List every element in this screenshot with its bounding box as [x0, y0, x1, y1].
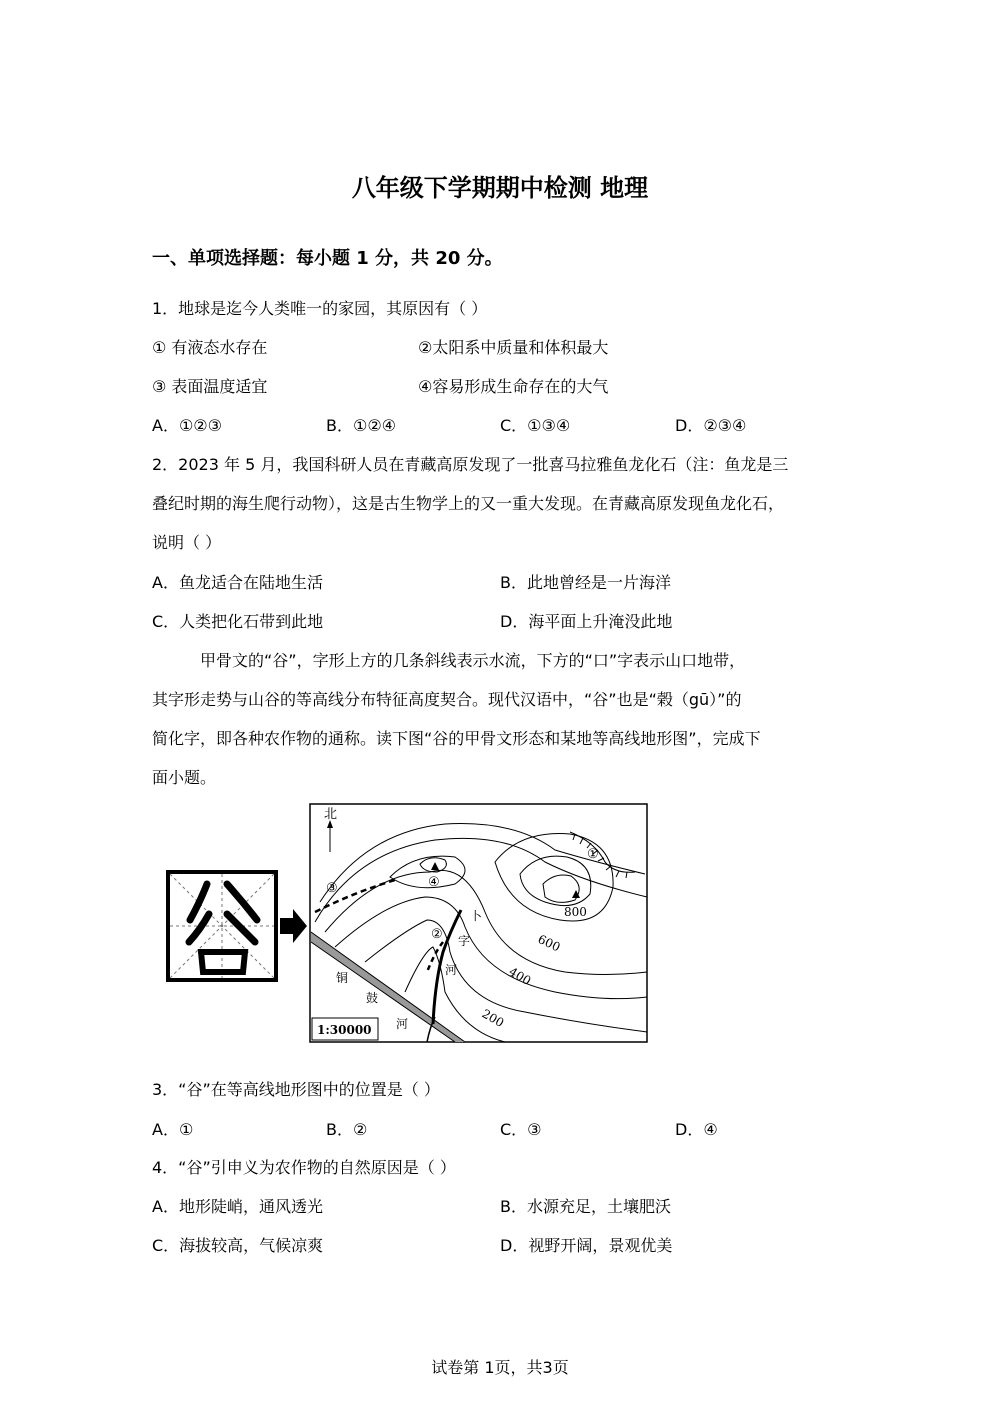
- north-label: 北: [324, 807, 338, 822]
- q2-stem-line-2: 叠纪时期的海生爬行动物），这是古生物学上的又一重大发现。在青藏高原发现鱼龙化石，: [152, 494, 785, 513]
- page-footer: 试卷第 1页，共3页: [431, 1358, 569, 1377]
- arrow-right-icon: [280, 909, 307, 943]
- q1-statement-4: ④容易形成生命存在的大气: [418, 377, 609, 396]
- passage-line-2: 其字形走势与山谷的等高线分布特征高度契合。现代汉语中，“谷”也是“榖（gū）”的: [152, 690, 742, 709]
- q1-statement-2: ②太阳系中质量和体积最大: [418, 338, 609, 357]
- marker-3: ③: [326, 881, 338, 896]
- section-heading: 一、单项选择题：每小题 1 分，共 20 分。: [152, 248, 503, 269]
- q1-option-c[interactable]: C．①③④: [500, 416, 571, 435]
- q2-option-b[interactable]: B．此地曾经是一片海洋: [500, 573, 671, 592]
- q1-statement-3: ③ 表面温度适宜: [152, 377, 268, 396]
- contour-600: 600: [535, 932, 563, 955]
- passage-line-4: 面小题。: [152, 768, 217, 787]
- page-title: 八年级下学期期中检测 地理: [351, 174, 649, 202]
- q2-stem-line-3: 说明（ ）: [152, 533, 222, 552]
- q2-option-c[interactable]: C．人类把化石带到此地: [152, 612, 324, 631]
- q4-stem: 4．“谷”引申义为农作物的自然原因是（ ）: [152, 1158, 456, 1177]
- label-he: 河: [445, 963, 458, 977]
- q3-option-b[interactable]: B．②: [326, 1120, 368, 1139]
- marker-2: ②: [431, 927, 443, 942]
- passage-line-3: 简化字，即各种农作物的通称。读下图“谷的甲骨文形态和某地等高线地形图”，完成下: [152, 729, 761, 748]
- q4-option-b[interactable]: B．水源充足，土壤肥沃: [500, 1197, 671, 1216]
- contour-400: 400: [506, 964, 534, 989]
- q3-option-c[interactable]: C．③: [500, 1120, 542, 1139]
- q3-option-a[interactable]: A．①: [152, 1120, 194, 1139]
- label-bu: 卜: [470, 909, 483, 923]
- oracle-bone-character: [168, 872, 276, 980]
- label-zi: 字: [458, 934, 471, 948]
- q1-option-b[interactable]: B．①②④: [326, 416, 397, 435]
- marker-1: ①: [587, 847, 599, 862]
- peak-elevation: 800: [564, 905, 587, 919]
- q4-option-c[interactable]: C．海拔较高，气候凉爽: [152, 1236, 324, 1255]
- passage-line-1: 甲骨文的“谷”，字形上方的几条斜线表示水流，下方的“口”字表示山口地带，: [200, 651, 746, 670]
- contour-200: 200: [479, 1006, 507, 1031]
- q4-option-d[interactable]: D．视野开阔，景观优美: [500, 1236, 673, 1255]
- label-he2: 河: [396, 1017, 409, 1031]
- q2-option-d[interactable]: D．海平面上升淹没此地: [500, 612, 673, 631]
- label-gu: 鼓: [366, 991, 379, 1005]
- q1-stem: 1．地球是迄今人类唯一的家园，其原因有（ ）: [152, 299, 488, 318]
- marker-4: ④: [428, 875, 440, 890]
- q3-option-d[interactable]: D．④: [675, 1120, 718, 1139]
- q1-option-d[interactable]: D．②③④: [675, 416, 747, 435]
- q1-option-a[interactable]: A．①②③: [152, 416, 222, 435]
- contour-figure: [165, 802, 650, 1046]
- scale-label: 1:30000: [317, 1023, 372, 1037]
- label-tong: 铜: [336, 971, 349, 985]
- q2-option-a[interactable]: A．鱼龙适合在陆地生活: [152, 573, 323, 592]
- contour-map: [165, 802, 650, 1046]
- map-frame: [310, 804, 647, 1042]
- q2-stem-line-1: 2．2023 年 5 月，我国科研人员在青藏高原发现了一批喜马拉雅鱼龙化石（注：鱼龙是三: [152, 455, 789, 474]
- q1-statement-1: ① 有液态水存在: [152, 338, 268, 357]
- q4-option-a[interactable]: A．地形陡峭，通风透光: [152, 1197, 323, 1216]
- q3-stem: 3．“谷”在等高线地形图中的位置是（ ）: [152, 1080, 440, 1099]
